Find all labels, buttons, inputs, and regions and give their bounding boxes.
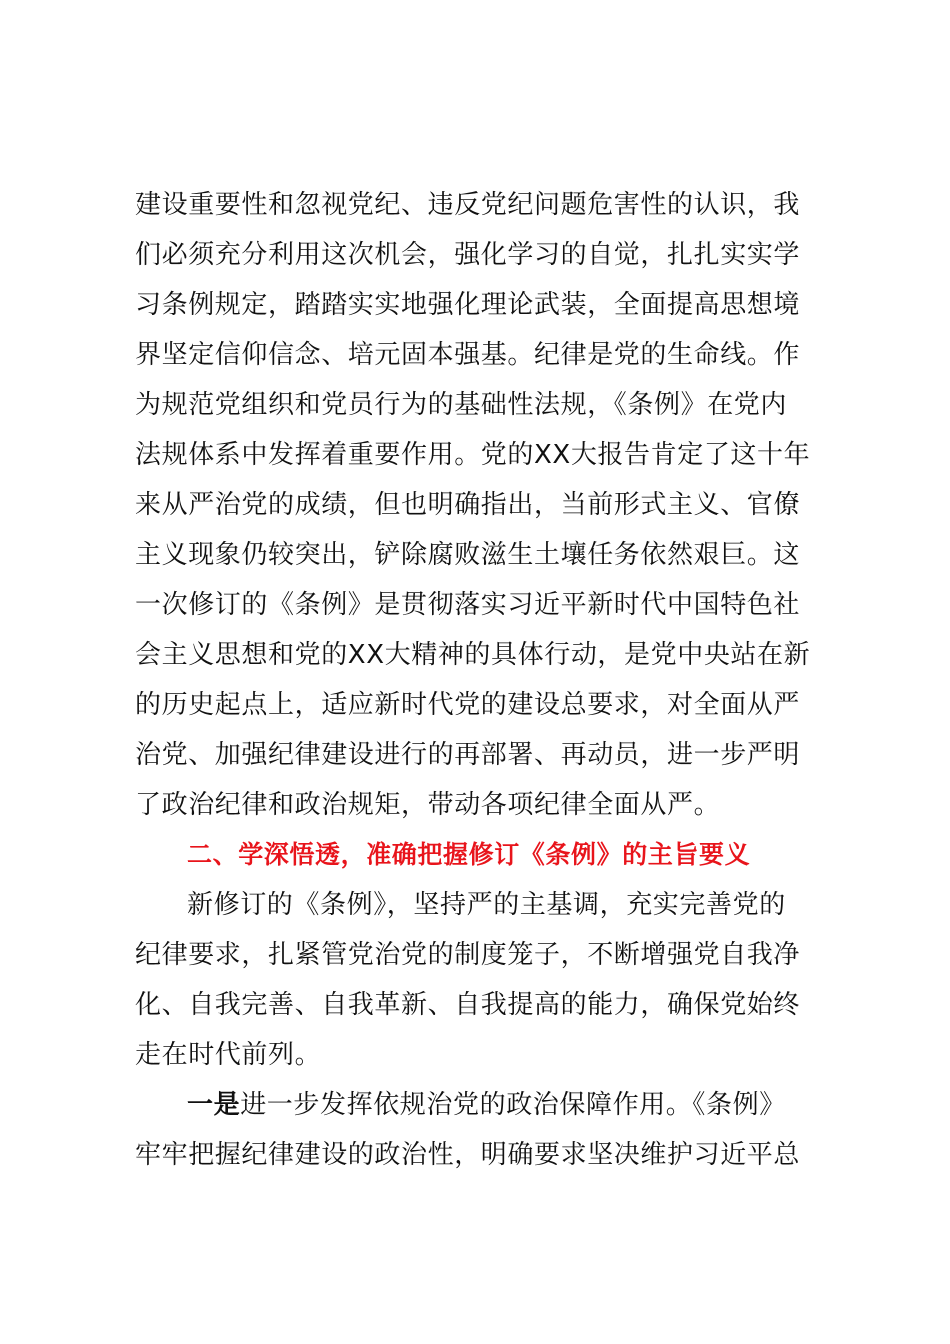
text-line: 纪律要求，扎紧管党治党的制度笼子，不断增强党自我净 [135, 940, 801, 970]
section-heading: 二、学深悟透，准确把握修订《条例》的主旨要义 [187, 840, 751, 869]
paragraph-3 [135, 1080, 835, 1180]
text-line [135, 1080, 835, 1130]
text-line: 化、自我完善、自我革新、自我提高的能力，确保党始终 [135, 990, 801, 1020]
text-line: 牢牢把握纪律建设的政治性，明确要求坚决维护习近平总 [135, 1140, 801, 1170]
text-line: 的历史起点上，适应新时代党的建设总要求，对全面从严 [135, 690, 801, 720]
text-line: 界坚定信仰信念、培元固本强基。纪律是党的生命线。作 [135, 340, 801, 370]
document-body [135, 180, 835, 1180]
text-line: 习条例规定，踏踏实实地强化理论武装，全面提高思想境 [135, 290, 801, 320]
paragraph-1 [135, 180, 835, 830]
text-line: 会主义思想和党的XX大精神的具体行动，是党中央站在新 [135, 640, 811, 670]
text-line: 建设重要性和忽视党纪、违反党纪问题危害性的认识，我 [135, 190, 801, 220]
text-line: 新修订的《条例》，坚持严的主基调，充实完善党的 [187, 890, 786, 920]
text-line: 为规范党组织和党员行为的基础性法规，《条例》在党内 [135, 390, 788, 420]
text-span: 进一步发挥依规治党的政治保障作用。《条例》 [240, 1090, 786, 1120]
text-line: 主义现象仍较突出，铲除腐败滋生土壤任务依然艰巨。这 [135, 540, 801, 570]
text-line: 了政治纪律和政治规矩，带动各项纪律全面从严。 [135, 790, 721, 820]
paragraph-2 [135, 880, 835, 1080]
text-line: 一次修订的《条例》是贯彻落实习近平新时代中国特色社 [135, 590, 801, 620]
text-line: 们必须充分利用这次机会，强化学习的自觉，扎扎实实学 [135, 240, 801, 270]
text-line: 走在时代前列。 [135, 1040, 322, 1070]
text-line: 法规体系中发挥着重要作用。党的XX大报告肯定了这十年 [135, 440, 811, 470]
bold-lead-text: 一是 [187, 1090, 241, 1120]
text-line: 来从严治党的成绩，但也明确指出，当前形式主义、官僚 [135, 490, 801, 520]
text-line: 治党、加强纪律建设进行的再部署、再动员，进一步严明 [135, 740, 801, 770]
